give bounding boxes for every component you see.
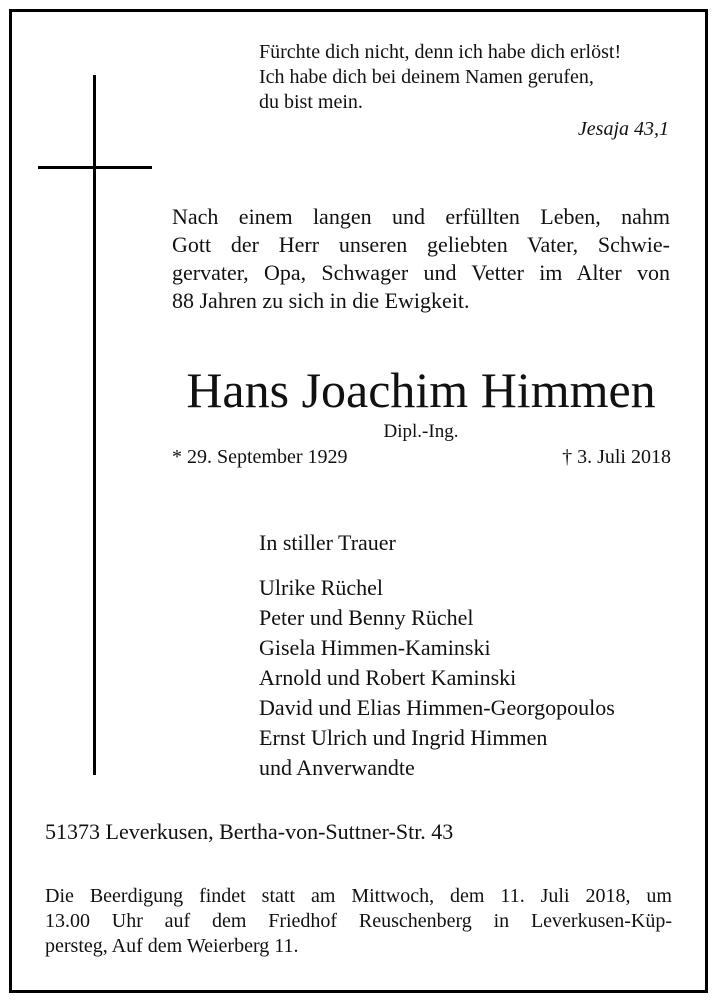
funeral-line: persteg, Auf dem Weierberg 11. bbox=[45, 935, 299, 957]
verse-line: Fürchte dich nicht, denn ich habe dich erlöst! bbox=[259, 41, 622, 63]
death-date: † 3. Juli 2018 bbox=[562, 446, 671, 468]
list-item: und Anverwandte bbox=[259, 755, 415, 780]
cross-icon-bar bbox=[38, 166, 152, 169]
birth-date: * 29. September 1929 bbox=[172, 446, 348, 468]
list-item: Ernst Ulrich und Ingrid Himmen bbox=[259, 725, 548, 750]
bible-verse bbox=[259, 40, 679, 115]
mourner-list bbox=[259, 573, 615, 783]
funeral-line: Die Beerdigung findet statt am Mittwoch, dem 11. Juli 2018, um bbox=[45, 885, 672, 907]
cross-icon bbox=[93, 75, 96, 775]
intro-line: 88 Jahren zu sich in die Ewigkeit. bbox=[172, 288, 470, 313]
intro-line: gervater, Opa, Schwager und Vetter im Alter von bbox=[172, 260, 670, 285]
deceased-title: Dipl.-Ing. bbox=[383, 421, 459, 442]
intro-text bbox=[172, 203, 670, 315]
list-item: Ulrike Rüchel bbox=[259, 575, 384, 600]
intro-line: Gott der Herr unseren geliebten Vater, Schwie- bbox=[172, 232, 670, 257]
mourning-heading: In stiller Trauer bbox=[259, 530, 396, 555]
list-item: David und Elias Himmen-Georgopoulos bbox=[259, 695, 615, 720]
deceased-name: Hans Joachim Himmen bbox=[186, 362, 656, 418]
verse-reference: Jesaja 43,1 bbox=[577, 118, 669, 140]
verse-line: Ich habe dich bei deinem Namen gerufen, bbox=[259, 66, 594, 88]
intro-line: Nach einem langen und erfüllten Leben, nahm bbox=[172, 204, 670, 229]
funeral-line: 13.00 Uhr auf dem Friedhof Reuschenberg in Leverkusen-Küp- bbox=[45, 910, 672, 932]
list-item: Peter und Benny Rüchel bbox=[259, 605, 474, 630]
funeral-notice bbox=[45, 884, 672, 959]
list-item: Gisela Himmen-Kaminski bbox=[259, 635, 491, 660]
verse-line: du bist mein. bbox=[259, 91, 363, 113]
family-address: 51373 Leverkusen, Bertha-von-Suttner-Str. 43 bbox=[45, 819, 454, 844]
list-item: Arnold und Robert Kaminski bbox=[259, 665, 517, 690]
